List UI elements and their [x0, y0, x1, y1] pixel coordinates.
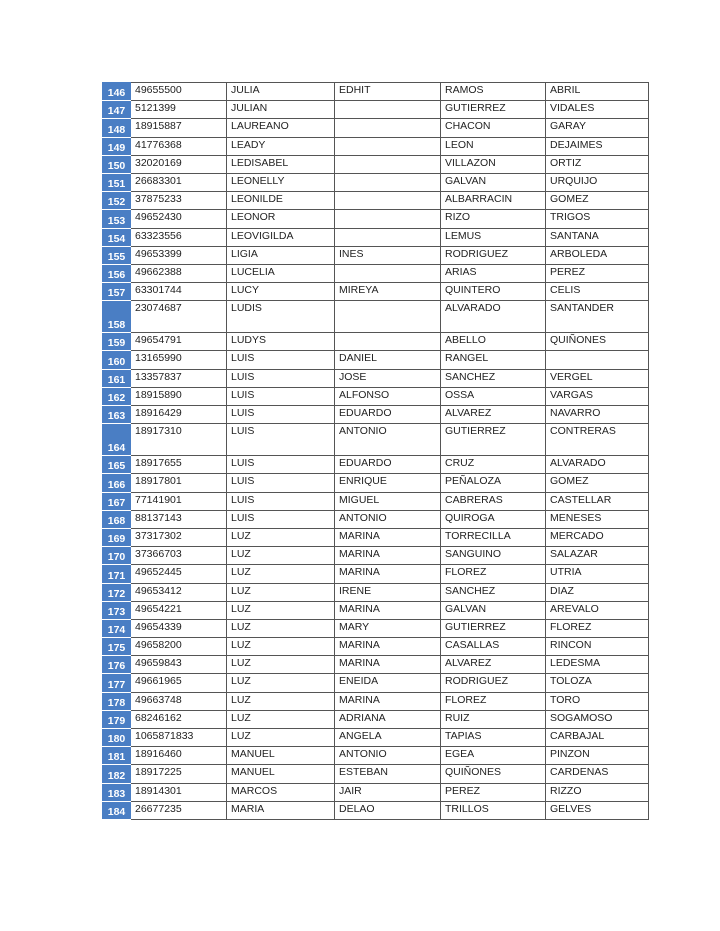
second-name-cell	[335, 173, 441, 191]
table-row	[103, 729, 649, 747]
first-surname-cell: LEON	[441, 137, 546, 155]
id-number-cell: 49654221	[131, 601, 227, 619]
id-number-cell: 18917310	[131, 424, 227, 456]
table-row	[103, 528, 649, 546]
table-row	[103, 456, 649, 474]
row-number: 166	[103, 474, 131, 492]
second-surname-cell: UTRIA	[546, 565, 649, 583]
row-number: 147	[103, 101, 131, 119]
first-surname-cell: OSSA	[441, 387, 546, 405]
first-surname-cell: TRILLOS	[441, 801, 546, 819]
second-surname-cell: VARGAS	[546, 387, 649, 405]
first-name-cell: LUCELIA	[227, 264, 335, 282]
row-number: 162	[103, 387, 131, 405]
row-number: 154	[103, 228, 131, 246]
first-name-cell: LUZ	[227, 656, 335, 674]
first-surname-cell: ALVAREZ	[441, 406, 546, 424]
second-name-cell: INES	[335, 246, 441, 264]
table-row	[103, 424, 649, 456]
table-row	[103, 246, 649, 264]
table-row	[103, 333, 649, 351]
second-name-cell: ANTONIO	[335, 510, 441, 528]
first-name-cell: LUZ	[227, 674, 335, 692]
id-number-cell: 13357837	[131, 369, 227, 387]
first-surname-cell: CABRERAS	[441, 492, 546, 510]
first-surname-cell: SANGUINO	[441, 547, 546, 565]
first-name-cell: LUZ	[227, 547, 335, 565]
second-surname-cell: SANTANA	[546, 228, 649, 246]
row-number: 178	[103, 692, 131, 710]
first-name-cell: LUZ	[227, 601, 335, 619]
first-surname-cell: ALVAREZ	[441, 656, 546, 674]
second-surname-cell: QUIÑONES	[546, 333, 649, 351]
first-surname-cell: CASALLAS	[441, 638, 546, 656]
row-number: 181	[103, 747, 131, 765]
first-surname-cell: FLOREZ	[441, 565, 546, 583]
second-surname-cell: FLOREZ	[546, 619, 649, 637]
first-surname-cell: PEREZ	[441, 783, 546, 801]
second-surname-cell: PEREZ	[546, 264, 649, 282]
row-number: 157	[103, 283, 131, 301]
second-surname-cell: CARBAJAL	[546, 729, 649, 747]
id-number-cell: 18916429	[131, 406, 227, 424]
first-name-cell: MARIA	[227, 801, 335, 819]
table-row	[103, 656, 649, 674]
id-number-cell: 49655500	[131, 83, 227, 101]
table-row	[103, 173, 649, 191]
first-surname-cell: GUTIERREZ	[441, 424, 546, 456]
first-name-cell: JULIAN	[227, 101, 335, 119]
second-surname-cell: CONTRERAS	[546, 424, 649, 456]
row-number: 151	[103, 173, 131, 191]
first-surname-cell: RIZO	[441, 210, 546, 228]
second-name-cell: MIGUEL	[335, 492, 441, 510]
id-number-cell: 49654791	[131, 333, 227, 351]
second-name-cell	[335, 155, 441, 173]
first-name-cell: LEONELLY	[227, 173, 335, 191]
second-name-cell	[335, 264, 441, 282]
table-row	[103, 119, 649, 137]
first-surname-cell: QUIROGA	[441, 510, 546, 528]
people-table	[102, 82, 649, 820]
id-number-cell: 37317302	[131, 528, 227, 546]
first-surname-cell: QUINTERO	[441, 283, 546, 301]
id-number-cell: 13165990	[131, 351, 227, 369]
first-name-cell: LAUREANO	[227, 119, 335, 137]
table-row	[103, 369, 649, 387]
table-row	[103, 474, 649, 492]
table-row	[103, 619, 649, 637]
second-name-cell: MARINA	[335, 547, 441, 565]
second-name-cell: IRENE	[335, 583, 441, 601]
second-surname-cell: MENESES	[546, 510, 649, 528]
first-name-cell: LUZ	[227, 692, 335, 710]
id-number-cell: 26683301	[131, 173, 227, 191]
first-surname-cell: TAPIAS	[441, 729, 546, 747]
table-row	[103, 692, 649, 710]
second-surname-cell: TOLOZA	[546, 674, 649, 692]
first-name-cell: LUZ	[227, 638, 335, 656]
id-number-cell: 37366703	[131, 547, 227, 565]
row-number: 171	[103, 565, 131, 583]
id-number-cell: 18914301	[131, 783, 227, 801]
first-name-cell: LUIS	[227, 456, 335, 474]
first-surname-cell: RANGEL	[441, 351, 546, 369]
row-number: 180	[103, 729, 131, 747]
id-number-cell: 41776368	[131, 137, 227, 155]
row-number: 172	[103, 583, 131, 601]
second-surname-cell: CASTELLAR	[546, 492, 649, 510]
id-number-cell: 26677235	[131, 801, 227, 819]
second-surname-cell: VERGEL	[546, 369, 649, 387]
first-name-cell: LIGIA	[227, 246, 335, 264]
second-name-cell: MARINA	[335, 565, 441, 583]
id-number-cell: 68246162	[131, 710, 227, 728]
id-number-cell: 77141901	[131, 492, 227, 510]
first-surname-cell: PEÑALOZA	[441, 474, 546, 492]
id-number-cell: 18916460	[131, 747, 227, 765]
first-name-cell: LUIS	[227, 474, 335, 492]
id-number-cell: 37875233	[131, 192, 227, 210]
id-number-cell: 5121399	[131, 101, 227, 119]
first-name-cell: JULIA	[227, 83, 335, 101]
table-row	[103, 765, 649, 783]
first-surname-cell: GUTIERREZ	[441, 101, 546, 119]
id-number-cell: 18917225	[131, 765, 227, 783]
row-number: 164	[103, 424, 131, 456]
second-name-cell: ENRIQUE	[335, 474, 441, 492]
id-number-cell: 18917801	[131, 474, 227, 492]
first-name-cell: LUZ	[227, 583, 335, 601]
first-name-cell: LUDIS	[227, 301, 335, 333]
id-number-cell: 49653412	[131, 583, 227, 601]
table-row	[103, 387, 649, 405]
row-number: 150	[103, 155, 131, 173]
id-number-cell: 49661965	[131, 674, 227, 692]
second-name-cell: DANIEL	[335, 351, 441, 369]
second-name-cell	[335, 119, 441, 137]
first-name-cell: LUZ	[227, 565, 335, 583]
first-surname-cell: LEMUS	[441, 228, 546, 246]
row-number: 159	[103, 333, 131, 351]
first-name-cell: LUZ	[227, 710, 335, 728]
second-name-cell	[335, 210, 441, 228]
first-surname-cell: RAMOS	[441, 83, 546, 101]
second-surname-cell: PINZON	[546, 747, 649, 765]
first-surname-cell: GUTIERREZ	[441, 619, 546, 637]
second-surname-cell: AREVALO	[546, 601, 649, 619]
second-name-cell: JAIR	[335, 783, 441, 801]
id-number-cell: 18915890	[131, 387, 227, 405]
first-surname-cell: ALBARRACIN	[441, 192, 546, 210]
second-name-cell	[335, 228, 441, 246]
second-name-cell	[335, 333, 441, 351]
id-number-cell: 49658200	[131, 638, 227, 656]
second-surname-cell: GELVES	[546, 801, 649, 819]
row-number: 158	[103, 301, 131, 333]
row-number: 183	[103, 783, 131, 801]
first-name-cell: LUZ	[227, 619, 335, 637]
second-name-cell: MARINA	[335, 692, 441, 710]
second-surname-cell: RINCON	[546, 638, 649, 656]
first-name-cell: LUCY	[227, 283, 335, 301]
table-row	[103, 510, 649, 528]
table-row	[103, 228, 649, 246]
id-number-cell: 49652430	[131, 210, 227, 228]
row-number: 163	[103, 406, 131, 424]
second-name-cell: ANTONIO	[335, 747, 441, 765]
row-number: 156	[103, 264, 131, 282]
second-name-cell	[335, 101, 441, 119]
second-name-cell: ANTONIO	[335, 424, 441, 456]
second-surname-cell: MERCADO	[546, 528, 649, 546]
table-row	[103, 351, 649, 369]
id-number-cell: 49662388	[131, 264, 227, 282]
second-name-cell: MIREYA	[335, 283, 441, 301]
second-surname-cell: GOMEZ	[546, 474, 649, 492]
second-surname-cell	[546, 351, 649, 369]
second-name-cell: DELAO	[335, 801, 441, 819]
first-surname-cell: SANCHEZ	[441, 369, 546, 387]
second-name-cell: MARINA	[335, 601, 441, 619]
id-number-cell: 1065871833	[131, 729, 227, 747]
second-name-cell: MARINA	[335, 656, 441, 674]
row-number: 174	[103, 619, 131, 637]
second-surname-cell: VIDALES	[546, 101, 649, 119]
first-surname-cell: ALVARADO	[441, 301, 546, 333]
first-name-cell: MARCOS	[227, 783, 335, 801]
row-number: 168	[103, 510, 131, 528]
second-name-cell: JOSE	[335, 369, 441, 387]
row-number: 152	[103, 192, 131, 210]
second-surname-cell: NAVARRO	[546, 406, 649, 424]
second-surname-cell: RIZZO	[546, 783, 649, 801]
table-row	[103, 406, 649, 424]
row-number: 155	[103, 246, 131, 264]
row-number: 167	[103, 492, 131, 510]
second-surname-cell: GARAY	[546, 119, 649, 137]
second-surname-cell: SALAZAR	[546, 547, 649, 565]
second-name-cell	[335, 137, 441, 155]
row-number: 146	[103, 83, 131, 101]
first-name-cell: LUIS	[227, 424, 335, 456]
second-surname-cell: GOMEZ	[546, 192, 649, 210]
table-row	[103, 710, 649, 728]
table-row	[103, 301, 649, 333]
first-surname-cell: VILLAZON	[441, 155, 546, 173]
id-number-cell: 18915887	[131, 119, 227, 137]
id-number-cell: 49653399	[131, 246, 227, 264]
row-number: 182	[103, 765, 131, 783]
row-number: 160	[103, 351, 131, 369]
second-surname-cell: ORTIZ	[546, 155, 649, 173]
table-row	[103, 492, 649, 510]
first-name-cell: LUIS	[227, 492, 335, 510]
first-name-cell: LEONOR	[227, 210, 335, 228]
second-name-cell: EDUARDO	[335, 406, 441, 424]
id-number-cell: 49659843	[131, 656, 227, 674]
second-surname-cell: SANTANDER	[546, 301, 649, 333]
second-surname-cell: ARBOLEDA	[546, 246, 649, 264]
second-surname-cell: DEJAIMES	[546, 137, 649, 155]
id-number-cell: 49654339	[131, 619, 227, 637]
first-name-cell: LUZ	[227, 729, 335, 747]
row-number: 177	[103, 674, 131, 692]
row-number: 169	[103, 528, 131, 546]
table-row	[103, 264, 649, 282]
second-name-cell: ENEIDA	[335, 674, 441, 692]
first-name-cell: LUIS	[227, 387, 335, 405]
first-surname-cell: QUIÑONES	[441, 765, 546, 783]
first-name-cell: MANUEL	[227, 747, 335, 765]
first-name-cell: MANUEL	[227, 765, 335, 783]
table-row	[103, 101, 649, 119]
second-name-cell: ALFONSO	[335, 387, 441, 405]
row-number: 161	[103, 369, 131, 387]
first-surname-cell: EGEA	[441, 747, 546, 765]
table-row	[103, 155, 649, 173]
table-row	[103, 583, 649, 601]
first-name-cell: LUZ	[227, 528, 335, 546]
second-name-cell: MARINA	[335, 528, 441, 546]
table-row	[103, 283, 649, 301]
table-row	[103, 747, 649, 765]
row-number: 179	[103, 710, 131, 728]
second-name-cell: EDUARDO	[335, 456, 441, 474]
id-number-cell: 88137143	[131, 510, 227, 528]
table-row	[103, 137, 649, 155]
table-row	[103, 547, 649, 565]
row-number: 149	[103, 137, 131, 155]
second-name-cell	[335, 301, 441, 333]
table-row	[103, 192, 649, 210]
first-surname-cell: CRUZ	[441, 456, 546, 474]
first-surname-cell: TORRECILLA	[441, 528, 546, 546]
id-number-cell: 23074687	[131, 301, 227, 333]
second-name-cell: ANGELA	[335, 729, 441, 747]
id-number-cell: 63301744	[131, 283, 227, 301]
id-number-cell: 49663748	[131, 692, 227, 710]
second-surname-cell: URQUIJO	[546, 173, 649, 191]
second-name-cell: ESTEBAN	[335, 765, 441, 783]
row-number: 148	[103, 119, 131, 137]
first-name-cell: LUIS	[227, 510, 335, 528]
table-row	[103, 801, 649, 819]
second-name-cell: MARY	[335, 619, 441, 637]
second-name-cell	[335, 192, 441, 210]
first-name-cell: LUIS	[227, 369, 335, 387]
second-name-cell: MARINA	[335, 638, 441, 656]
first-name-cell: LEDISABEL	[227, 155, 335, 173]
row-number: 153	[103, 210, 131, 228]
table-row	[103, 638, 649, 656]
id-number-cell: 63323556	[131, 228, 227, 246]
second-surname-cell: DIAZ	[546, 583, 649, 601]
second-surname-cell: TRIGOS	[546, 210, 649, 228]
first-name-cell: LUDYS	[227, 333, 335, 351]
table-row	[103, 783, 649, 801]
table-row	[103, 83, 649, 101]
table-row	[103, 674, 649, 692]
first-surname-cell: RODRIGUEZ	[441, 246, 546, 264]
id-number-cell: 49652445	[131, 565, 227, 583]
row-number: 170	[103, 547, 131, 565]
second-surname-cell: SOGAMOSO	[546, 710, 649, 728]
table-row	[103, 565, 649, 583]
second-surname-cell: LEDESMA	[546, 656, 649, 674]
first-name-cell: LEOVIGILDA	[227, 228, 335, 246]
table-body	[103, 83, 649, 820]
first-surname-cell: SANCHEZ	[441, 583, 546, 601]
first-name-cell: LUIS	[227, 406, 335, 424]
second-name-cell: ADRIANA	[335, 710, 441, 728]
second-surname-cell: CELIS	[546, 283, 649, 301]
first-surname-cell: ARIAS	[441, 264, 546, 282]
first-name-cell: LUIS	[227, 351, 335, 369]
first-surname-cell: GALVAN	[441, 601, 546, 619]
first-name-cell: LEADY	[227, 137, 335, 155]
table-row	[103, 210, 649, 228]
second-surname-cell: ABRIL	[546, 83, 649, 101]
second-surname-cell: CARDENAS	[546, 765, 649, 783]
first-surname-cell: FLOREZ	[441, 692, 546, 710]
second-surname-cell: TORO	[546, 692, 649, 710]
row-number: 165	[103, 456, 131, 474]
row-number: 176	[103, 656, 131, 674]
id-number-cell: 18917655	[131, 456, 227, 474]
second-surname-cell: ALVARADO	[546, 456, 649, 474]
second-name-cell: EDHIT	[335, 83, 441, 101]
first-surname-cell: GALVAN	[441, 173, 546, 191]
row-number: 175	[103, 638, 131, 656]
row-number: 184	[103, 801, 131, 819]
first-surname-cell: CHACON	[441, 119, 546, 137]
row-number: 173	[103, 601, 131, 619]
first-name-cell: LEONILDE	[227, 192, 335, 210]
first-surname-cell: ABELLO	[441, 333, 546, 351]
first-surname-cell: RUIZ	[441, 710, 546, 728]
id-number-cell: 32020169	[131, 155, 227, 173]
first-surname-cell: RODRIGUEZ	[441, 674, 546, 692]
table-row	[103, 601, 649, 619]
